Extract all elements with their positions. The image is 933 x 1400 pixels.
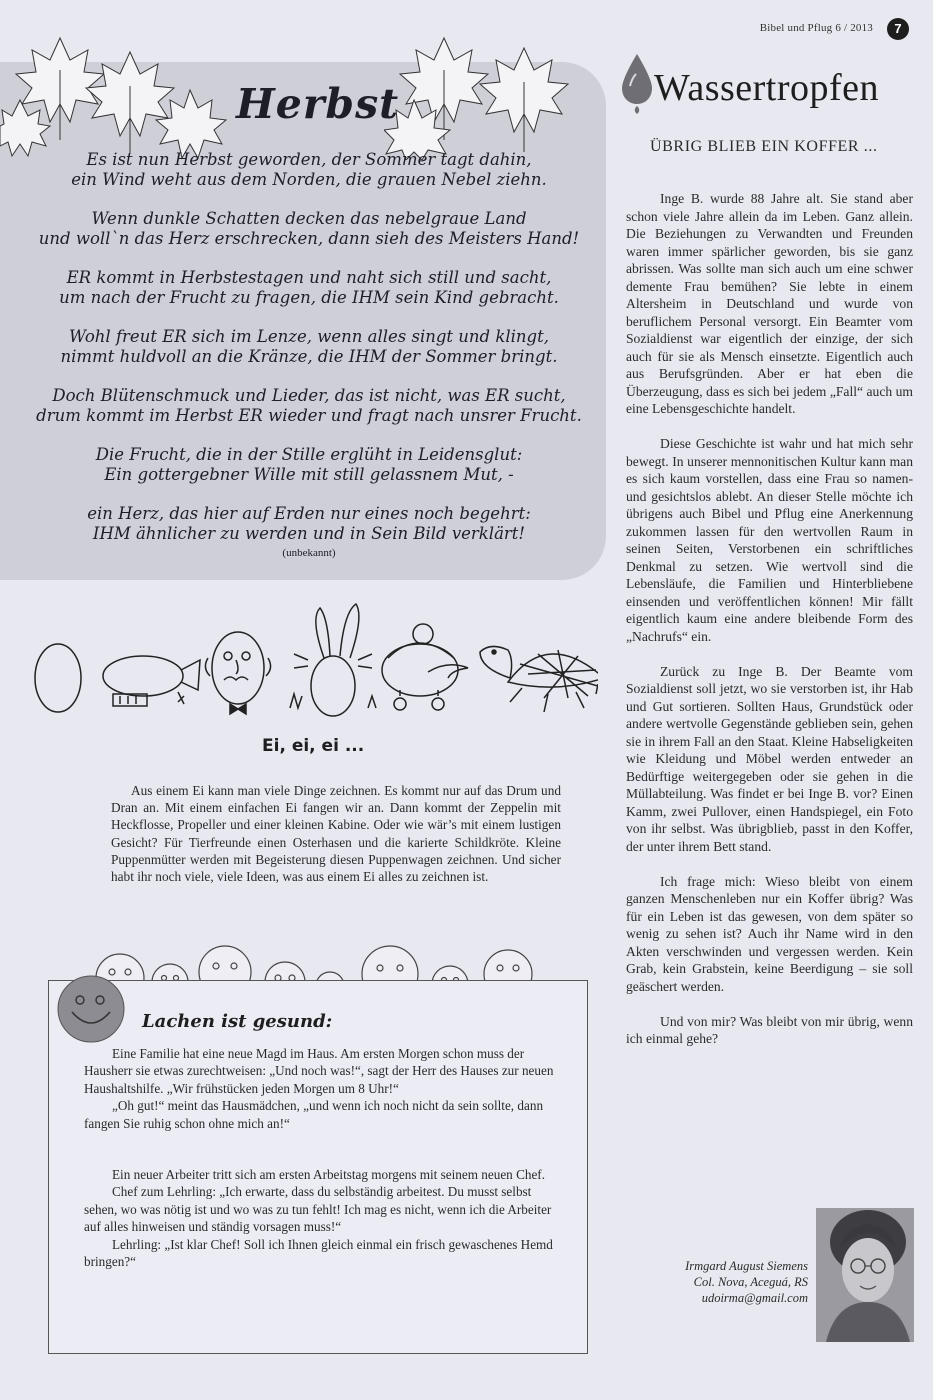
stanza — [24, 327, 594, 367]
stanza — [24, 445, 594, 485]
poem-line: ein Herz, das hier auf Erden nur eines noch begehrt: — [87, 504, 531, 523]
poem-line: Doch Blütenschmuck und Lieder, das ist nicht, was ER sucht, — [52, 386, 566, 405]
maple-leaves-right-icon — [384, 30, 604, 160]
checkered-turtle-icon — [480, 646, 598, 712]
poem-line: Wohl freut ER sich im Lenze, wenn alles singt und klingt, — [69, 327, 549, 346]
author-place: Col. Nova, Aceguá, RS — [693, 1275, 808, 1289]
poem-line: Es ist nun Herbst geworden, der Sommer tagt dahin, — [86, 150, 532, 169]
zeppelin-icon — [103, 656, 200, 706]
wassertropfen-title: Wassertropfen — [654, 67, 880, 109]
author-photo — [816, 1208, 914, 1342]
paragraph: Aus einem Ei kann man viele Dinge zeichnen. Es kommt nur auf das Drum und Dran an. Mit einem einfachen Ei fangen wir an. Dann kommt der Zeppelin mit Heckflosse, Propeller und einer kleinen Kabine. Oder wie wär’s mit einem lustigen Gesicht? Für Tierfreunde einen Osterhasen und die karierte Schildkröte. Kleine Puppenmütter werden mit Begeisterung diesen Puppenwagen zeichnen. Und sicher habt ihr noch viele, viele Ideen, was aus einem Ei alles zu zeichnen ist. — [111, 783, 561, 885]
poem-line: Wenn dunkle Schatten decken das nebelgraue Land — [91, 209, 527, 228]
author-email: udoirma@gmail.com — [701, 1291, 808, 1305]
ei-section-title: Ei, ei, ei ... — [262, 736, 365, 756]
author-name: Irmgard August Siemens — [685, 1259, 808, 1273]
article-paragraph: Inge B. wurde 88 Jahre alt. Sie stand aber schon viele Jahre allein da im Leben. Ganz allein. Die Beziehungen zu Verwandten und Freunden waren immer spärlicher geworden, bis sie ganz abrissen. Was sollte man sich auch um eine schwer demente Frau bemühen? Sie lebte in einem Altersheim in Deutschland und wurde von beruflichem Personal versorgt. Ein Beamter vom Sozialdienst war eigentlich der einzige, der sich auch für sie als Mensch einsetzte. Eigentlich auch aus Berufsgründen. Aber er hat eben die Überzeugung, dass es sich bei jedem „Fall“ auch um eine Lebensgeschichte handelt. — [626, 191, 913, 416]
easter-bunny-icon — [290, 604, 376, 716]
poem-line: Die Frucht, die in der Stille erglüht in Leidensglut: — [95, 445, 523, 464]
doll-stroller-icon — [382, 624, 468, 710]
egg-drawings-illustration — [28, 598, 598, 728]
poem-source: (unbekannt) — [282, 547, 336, 559]
stanza — [24, 150, 594, 190]
poem-line: ER kommt in Herbstestagen und naht sich still und sacht, — [66, 268, 552, 287]
author-signature — [640, 1258, 808, 1306]
poem-line: und woll`n das Herz erschrecken, dann sieh des Meisters Hand! — [38, 229, 580, 248]
lachen-title: Lachen ist gesund: — [142, 1011, 333, 1032]
stanza — [24, 268, 594, 308]
page-number: 7 — [887, 18, 909, 40]
poem-line: IHM ähnlicher zu werden und in Sein Bild verklärt! — [92, 524, 526, 543]
article-paragraph: Ich frage mich: Wieso bleibt von einem ganzen Menschenleben nur ein Koffer übrig? Was für ein Leben ist das gewesen, von dem später so wenig zu sehen ist? Auch ihr Name wird in den Akten verschwinden und vergessen werden. Kein Grab, kein Grabstein, keine Beerdigung – sie soll geäschert werden. — [626, 873, 913, 994]
joke-paragraph: Lehrling: „Ist klar Chef! Soll ich Ihnen gleich einmal ein frisch gewaschenes Hemd bringen?“ — [84, 1236, 553, 1270]
water-drop-icon — [618, 50, 656, 114]
egg-icon — [35, 644, 81, 712]
maple-leaves-left-icon — [0, 30, 240, 160]
joke-paragraph: Ein neuer Arbeiter tritt sich am ersten Arbeitstag morgens mit seinem neuen Chef. — [112, 1167, 545, 1183]
joke-paragraph: „Oh gut!“ meint das Hausmädchen, „und wenn ich noch nicht da sein sollte, dann fangen Sie ruhig schon ohne mich an!“ — [84, 1098, 544, 1131]
poem-line: drum kommt im Herbst ER wieder und fragt nach unsrer Frucht. — [36, 406, 582, 425]
ei-section-text — [111, 782, 561, 885]
poem-body — [24, 150, 594, 560]
stanza — [24, 386, 594, 426]
poem-line: Ein gottergebner Wille mit still gelassnem Mut, - — [104, 465, 514, 484]
smiley-face-icon — [56, 974, 126, 1044]
joke-paragraph: Chef zum Lehrling: „Ich erwarte, dass du selbständig arbeitest. Du musst selbst sehen, wo was nötig ist und wo was zu tun fehlt! Ich mag es nicht, wenn ich die Arbeiter auf alles hinweisen und ständig vorsagen muss!“ — [84, 1184, 552, 1235]
article-subtitle: ÜBRIG BLIEB EIN KOFFER ... — [650, 138, 878, 155]
masthead: Bibel und Pflug 6 / 2013 — [759, 22, 873, 34]
egg-face-icon — [205, 632, 270, 714]
article-paragraph: Zurück zu Inge B. Der Beamte vom Sozialdienst soll jetzt, wo sie verstorben ist, ihr Hab und Gut sortieren. Sollten Haus, Grundstück oder andere wertvolle Gegenstände geblieben sein, gehen sie in ihrem Fall an den Staat. Kleine Habseligkeiten wie Kleidung und Möbel werden entweder an Bedürftige weitergegeben oder sie gehen in die Müllabteilung. Was findet er bei Inge B. vor? Einen Kamm, zwei Pullover, einen Handspiegel, ein Foto von ihr selbst. Was übrigblieb, passt in den Koffer, der unter ihrem Bett stand. — [626, 663, 913, 854]
lachen-jokes — [84, 1045, 562, 1270]
poem-title: Herbst — [236, 80, 400, 128]
article-body — [626, 190, 913, 1065]
poem-line: ein Wind weht aus dem Norden, die grauen Nebel ziehn. — [71, 170, 547, 189]
joke-paragraph: Eine Familie hat eine neue Magd im Haus. Am ersten Morgen schon muss der Hausherr sie etwas zurechtweisen: „Und noch was!“, sagt der Herr des Hauses zur neuen Haushaltshilfe. „Wir frühstücken jeden Morgen um 8 Uhr!“ — [84, 1046, 554, 1096]
stanza — [24, 504, 594, 544]
article-paragraph: Diese Geschichte ist wahr und hat mich sehr bewegt. In unserer mennonitischen Kultur kann man es sich kaum vorstellen, dass eine Frau so namen- und gesichtslos ablebt. An dieser Stelle möchte ich übrigens auch Bibel und Pflug eine Anerkennung zukommen lassen für den wertvollen Raum in seinen Seiten, Verstorbenen ein schriftliches Denkmal zu setzen. Wie wertvoll sind die Lebensläufe, die Familien und Hinterbliebene einsenden und veröffentlichen können! Mir fällt eigentlich kaum eine andere bleibende Form des „Nachrufs“ ein. — [626, 436, 913, 644]
article-paragraph: Und von mir? Was bleibt von mir übrig, wenn ich einmal gehe? — [626, 1013, 913, 1046]
stanza — [24, 209, 594, 249]
poem-line: um nach der Frucht zu fragen, die IHM sein Kind gebracht. — [59, 288, 559, 307]
poem-line: nimmt huldvoll an die Kränze, die IHM der Sommer bringt. — [60, 347, 558, 366]
